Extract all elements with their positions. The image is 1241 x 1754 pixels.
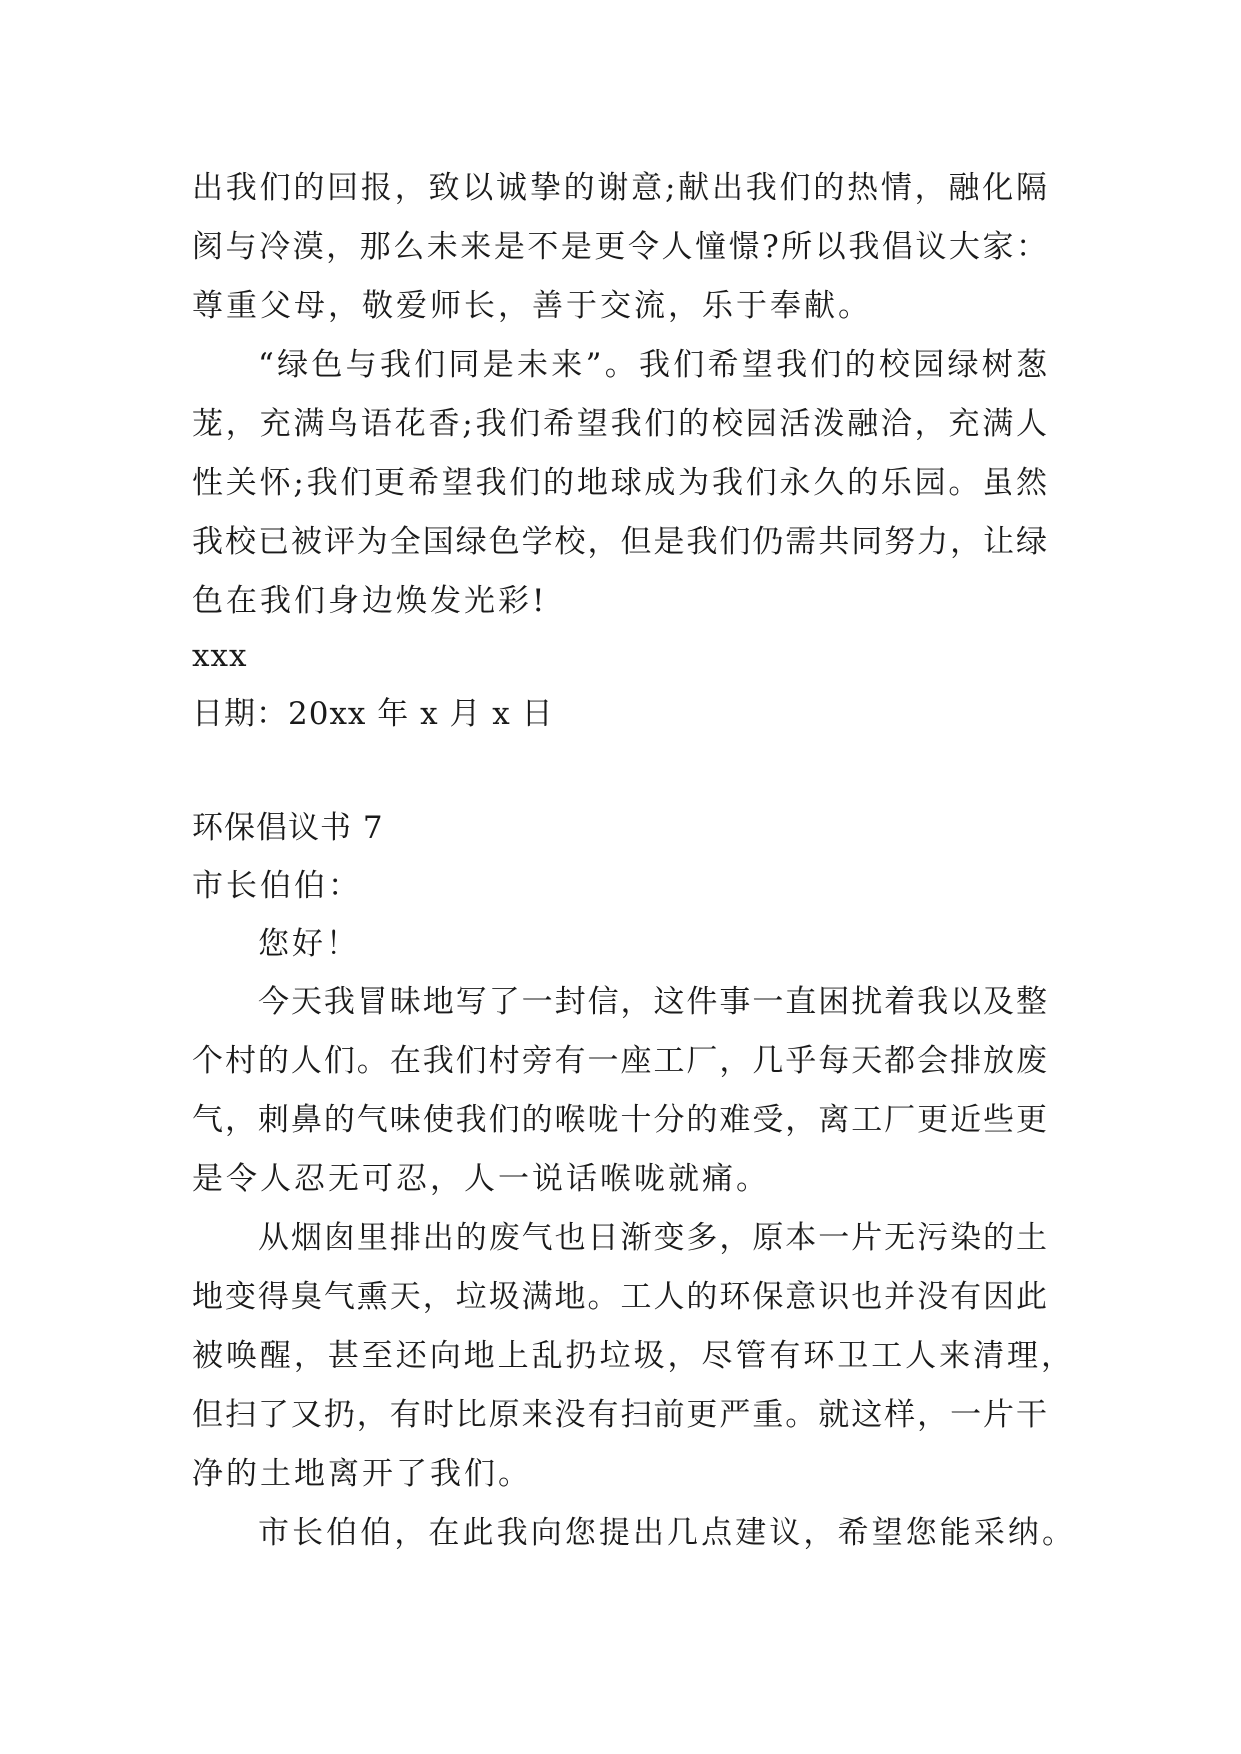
paragraph-line: 阂与冷漠，那么未来是不是更令人憧憬?所以我倡议大家： (192, 229, 1047, 265)
paragraph-line: 尊重父母，敬爱师长，善于交流，乐于奉献。 (192, 288, 872, 324)
paragraph-line: 地变得臭气熏天，垃圾满地。工人的环保意识也并没有因此 (192, 1279, 1047, 1315)
paragraph-line: 被唤醒，甚至还向地上乱扔垃圾，尽管有环卫工人来清理， (192, 1338, 1072, 1374)
paragraph-line: 性关怀;我们更希望我们的地球成为我们永久的乐园。虽然 (192, 465, 1047, 501)
paragraph-line: “绿色与我们同是未来”。我们希望我们的校园绿树葱 (258, 347, 1047, 383)
paragraph-line: 是令人忍无可忍，人一说话喉咙就痛。 (192, 1161, 770, 1197)
paragraph-line: 气，刺鼻的气味使我们的喉咙十分的难受，离工厂更近些更 (192, 1102, 1047, 1138)
salutation: 市长伯伯： (192, 868, 362, 904)
paragraph-line: 我校已被评为全国绿色学校，但是我们仍需共同努力，让绿 (192, 524, 1047, 560)
greeting: 您好！ (258, 926, 360, 962)
paragraph-line: 净的土地离开了我们。 (192, 1456, 532, 1492)
paragraph-line: 但扫了又扔，有时比原来没有扫前更严重。就这样，一片干 (192, 1397, 1047, 1433)
paragraph-line: 出我们的回报，致以诚挚的谢意;献出我们的热情，融化隔 (192, 170, 1047, 206)
paragraph-line: 茏，充满鸟语花香;我们希望我们的校园活泼融洽，充满人 (192, 406, 1047, 442)
signature: xxx (192, 638, 248, 674)
date-line: 日期：20xx 年 x 月 x 日 (192, 696, 554, 732)
paragraph-line: 今天我冒昧地写了一封信，这件事一直困扰着我以及整 (258, 984, 1047, 1020)
paragraph-line: 个村的人们。在我们村旁有一座工厂，几乎每天都会排放废 (192, 1043, 1047, 1079)
section-title: 环保倡议书 7 (192, 810, 384, 846)
paragraph-line: 从烟囱里排出的废气也日渐变多，原本一片无污染的土 (258, 1220, 1047, 1256)
paragraph-line: 市长伯伯，在此我向您提出几点建议，希望您能采纳。 (258, 1515, 1073, 1551)
paragraph-line: 色在我们身边焕发光彩! (192, 583, 548, 619)
